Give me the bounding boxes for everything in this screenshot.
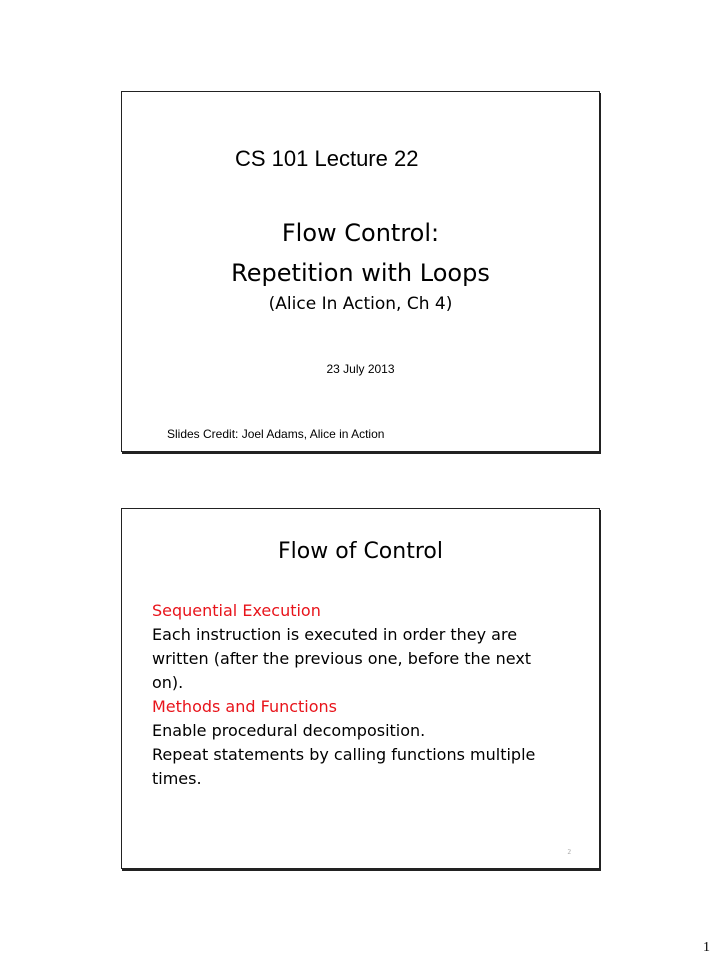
course-title: CS 101 Lecture 22	[235, 146, 419, 171]
heading-methods-and-functions: Methods and Functions	[152, 697, 338, 716]
slides-credit: Slides Credit: Joel Adams, Alice in Action	[167, 427, 385, 441]
slide-title: Flow of Control	[278, 539, 443, 564]
body-line: written (after the previous one, before the next	[152, 649, 532, 668]
body-line: Repeat statements by calling functions multiple	[152, 745, 536, 764]
lecture-date: 23 July 2013	[326, 362, 395, 376]
heading-sequential-execution: Sequential Execution	[152, 601, 321, 620]
slide-number: 2	[567, 848, 571, 856]
body-line: Enable procedural decomposition.	[152, 721, 426, 740]
slide-title-line-1: Flow Control:	[281, 219, 440, 247]
slide-1	[121, 91, 600, 452]
body-line: on).	[152, 673, 184, 692]
slide-title-line-2: Repetition with Loops	[231, 259, 490, 287]
body-line: Each instruction is executed in order they are	[152, 625, 518, 644]
page-number: 1	[703, 940, 710, 955]
slide-body	[152, 599, 582, 791]
slide-2	[121, 508, 600, 869]
slide-subtitle: (Alice In Action, Ch 4)	[268, 294, 453, 314]
body-line: times.	[152, 769, 202, 788]
